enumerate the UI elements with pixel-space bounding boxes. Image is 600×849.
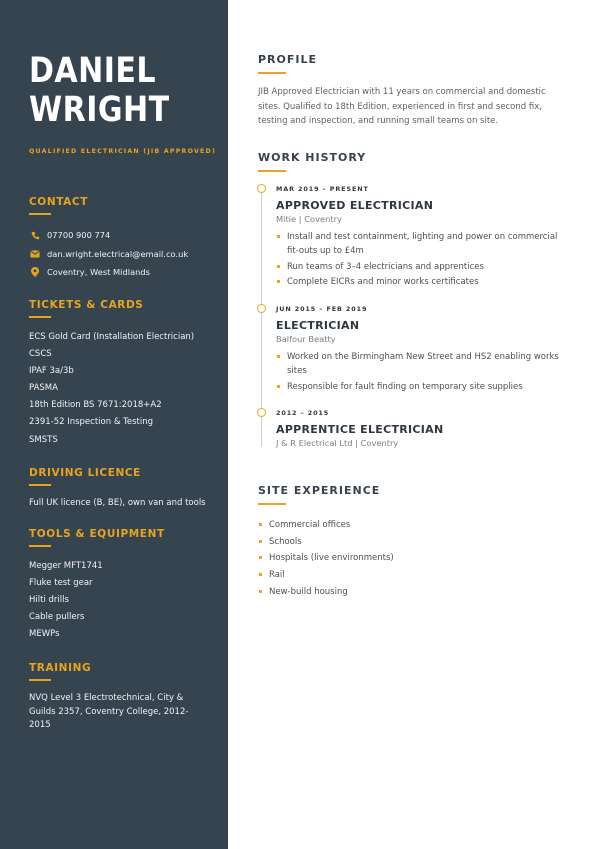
job-subtitle: QUALIFIED ELECTRICIAN (JIB APPROVED) <box>29 148 217 155</box>
tickets-section <box>29 299 208 449</box>
candidate-name <box>29 52 181 130</box>
list-item: New-build housing <box>258 584 394 601</box>
sidebar <box>0 0 228 849</box>
profile-summary <box>258 85 558 129</box>
bullet-square-icon <box>259 573 262 576</box>
list-item: Megger MFT1741 <box>29 561 103 571</box>
list-item: Commercial offices <box>258 517 394 534</box>
contact-email[interactable] <box>29 245 208 264</box>
list-item: 18th Edition BS 7671:2018+A2 <box>29 400 162 411</box>
bullet-square-icon <box>259 540 262 543</box>
list-item: Complete EICRs and minor works certificates <box>276 275 566 289</box>
list-item: Schools <box>258 534 394 551</box>
tools-heading: TOOLS & EQUIPMENT <box>29 528 165 540</box>
map-pin-icon <box>29 267 41 277</box>
list-item: SMSTS <box>29 434 58 445</box>
tools-list <box>29 558 208 643</box>
heading-underline <box>29 484 51 486</box>
job-company: Mitie | Coventry <box>276 214 342 224</box>
tools-section <box>29 528 208 643</box>
list-item: ECS Gold Card (Installation Electrician) <box>29 332 195 342</box>
list-item: Hospitals (live environments) <box>258 550 394 567</box>
contact-phone[interactable] <box>29 226 208 245</box>
list-item: Install and test containment, lighting and power on commercial fit-outs up to £4m <box>276 230 566 259</box>
timeline-dot <box>257 408 266 417</box>
phone-icon <box>29 231 41 240</box>
list-item: Run teams of 3–4 electricians and apprentices <box>276 260 566 274</box>
list-item: Responsible for fault finding on temporary site supplies <box>276 380 566 394</box>
list-item: Fluke test gear <box>29 578 93 589</box>
list-item: Rail <box>258 567 394 584</box>
first-name: DANIEL <box>29 51 156 91</box>
list-item: IPAF 3a/3b <box>29 366 74 377</box>
site-experience-heading: SITE EXPERIENCE <box>258 484 381 497</box>
contact-section <box>29 196 208 282</box>
job-company: J & R Electrical Ltd | Coventry <box>276 438 399 448</box>
tickets-list <box>29 329 208 449</box>
bullet-square-icon <box>277 265 280 268</box>
job-bullets <box>276 230 566 289</box>
phone-text: 07700 900 774 <box>47 230 111 241</box>
bullet-square-icon <box>277 355 280 358</box>
envelope-icon <box>29 250 41 258</box>
main-content <box>228 0 600 849</box>
driving-heading: DRIVING LICENCE <box>29 467 141 479</box>
job-entry <box>276 409 566 448</box>
list-item: CSCS <box>29 349 52 360</box>
job-entry <box>276 305 566 395</box>
heading-underline <box>258 72 286 74</box>
bullet-square-icon <box>259 590 262 593</box>
bullet-square-icon <box>277 235 280 238</box>
heading-underline <box>29 316 51 318</box>
bullet-square-icon <box>277 280 280 283</box>
bullet-square-icon <box>259 556 262 559</box>
training-section <box>29 662 208 733</box>
timeline-dot <box>257 304 266 313</box>
driving-section <box>29 467 208 511</box>
job-title: APPRENTICE ELECTRICIAN <box>276 423 444 436</box>
profile-line: JIB Approved Electrician with 11 years on commercial and domestic <box>258 87 546 97</box>
heading-underline <box>29 545 51 547</box>
job-title: ELECTRICIAN <box>276 319 360 332</box>
job-company: Balfour Beatty <box>276 334 336 344</box>
profile-line: testing and inspection, and running small teams on site. <box>258 116 499 127</box>
list-item: PASMA <box>29 383 58 394</box>
job-date: JUN 2015 – FEB 2019 <box>276 305 368 313</box>
training-line: Guilds 2357, Coventry College, 2012-2015 <box>29 706 189 730</box>
list-item: MEWPs <box>29 629 60 640</box>
profile-line: sites. Qualified to 18th Edition, experienced in first and second fix, <box>258 101 542 112</box>
training-heading: TRAINING <box>29 662 92 674</box>
driving-text: Full UK licence (B, BE), own van and tools <box>29 498 206 508</box>
heading-underline <box>29 679 51 681</box>
contact-heading: CONTACT <box>29 196 88 208</box>
heading-underline <box>258 170 286 172</box>
last-name: WRIGHT <box>29 90 170 130</box>
list-item: 2391-52 Inspection & Testing <box>29 417 154 428</box>
list-item: Worked on the Birmingham New Street and HS2 enabling works sites <box>276 350 566 379</box>
list-item: Hilti drills <box>29 595 69 606</box>
job-entry <box>276 185 566 290</box>
bullet-square-icon <box>277 385 280 388</box>
location-text: Coventry, West Midlands <box>47 267 150 278</box>
heading-underline <box>258 503 286 505</box>
job-date: MAR 2019 – PRESENT <box>276 185 369 193</box>
list-item: Cable pullers <box>29 612 85 623</box>
contact-location <box>29 263 208 282</box>
work-history-heading: WORK HISTORY <box>258 151 367 164</box>
timeline-dot <box>257 184 266 193</box>
job-title: APPROVED ELECTRICIAN <box>276 199 434 212</box>
profile-heading: PROFILE <box>258 53 318 66</box>
job-bullets <box>276 350 566 394</box>
tickets-heading: TICKETS & CARDS <box>29 299 144 311</box>
heading-underline <box>29 213 51 215</box>
site-experience-list <box>258 517 394 601</box>
email-text: dan.wright.electrical@email.co.uk <box>47 248 189 259</box>
job-date: 2012 – 2015 <box>276 409 330 417</box>
training-line: NVQ Level 3 Electrotechnical, City & <box>29 693 184 703</box>
bullet-square-icon <box>259 523 262 526</box>
